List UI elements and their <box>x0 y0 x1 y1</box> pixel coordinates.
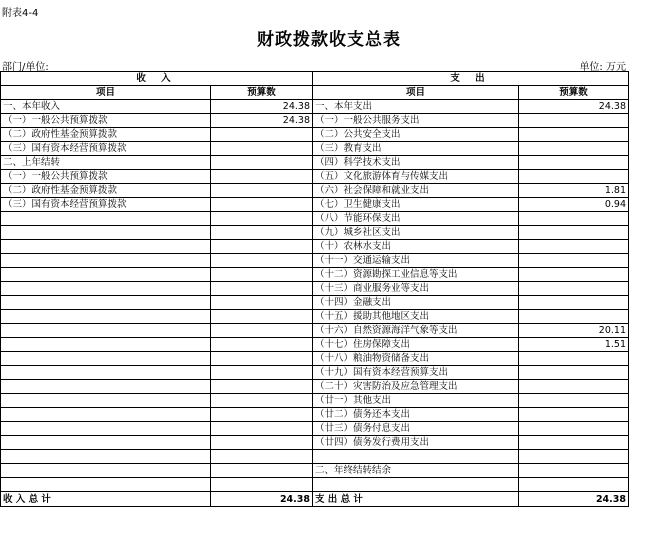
income-value-cell <box>211 296 313 310</box>
expense-value-cell <box>519 450 629 464</box>
expense-value-cell <box>519 142 629 156</box>
expense-item-cell: （四）科学技术支出 <box>313 156 519 170</box>
expense-value-cell <box>519 436 629 450</box>
expense-value-cell <box>519 310 629 324</box>
income-value-cell <box>211 240 313 254</box>
table-row <box>1 156 629 170</box>
expense-item-cell: （廿三）债务付息支出 <box>313 422 519 436</box>
income-item-cell: （二）政府性基金预算拨款 <box>1 184 211 198</box>
income-value-cell <box>211 268 313 282</box>
expense-value-cell <box>519 422 629 436</box>
table-row <box>1 338 629 352</box>
expense-item-cell: （十七）住房保障支出 <box>313 338 519 352</box>
expense-item-cell: （九）城乡社区支出 <box>313 226 519 240</box>
expense-value-cell <box>519 394 629 408</box>
expense-item-cell: （十三）商业服务业等支出 <box>313 282 519 296</box>
income-item-cell <box>1 478 211 492</box>
table-row <box>1 100 629 114</box>
income-value-cell <box>211 352 313 366</box>
section-header-row <box>1 72 629 86</box>
income-item-cell <box>1 450 211 464</box>
income-item-cell <box>1 324 211 338</box>
table-row <box>1 114 629 128</box>
income-value-cell <box>211 226 313 240</box>
table-row <box>1 394 629 408</box>
expense-value-cell <box>519 268 629 282</box>
income-value-cell <box>211 324 313 338</box>
income-budget-header: 预算数 <box>211 86 313 100</box>
expense-value-cell <box>519 212 629 226</box>
expense-value-cell <box>519 282 629 296</box>
expense-value-cell <box>519 226 629 240</box>
expense-item-cell: （十六）自然资源海洋气象等支出 <box>313 324 519 338</box>
table-row <box>1 170 629 184</box>
table-row <box>1 478 629 492</box>
expense-item-cell: 二、年终结转结余 <box>313 464 519 478</box>
expense-item-cell <box>313 450 519 464</box>
income-item-cell: （一）一般公共预算拨款 <box>1 170 211 184</box>
income-value-cell <box>211 310 313 324</box>
table-row <box>1 226 629 240</box>
expense-item-cell: （七）卫生健康支出 <box>313 198 519 212</box>
income-value-cell <box>211 142 313 156</box>
income-total-value: 24.38 <box>211 492 313 507</box>
table-row <box>1 282 629 296</box>
expense-item-cell: （十四）金融支出 <box>313 296 519 310</box>
expense-value-cell <box>519 478 629 492</box>
income-item-cell <box>1 338 211 352</box>
expense-value-cell: 0.94 <box>519 198 629 212</box>
income-value-cell <box>211 254 313 268</box>
unit-label: 单位: 万元 <box>579 62 626 73</box>
expense-item-cell: （十五）援助其他地区支出 <box>313 310 519 324</box>
table-row <box>1 464 629 478</box>
expense-item-cell: （八）节能环保支出 <box>313 212 519 226</box>
income-value-cell: 24.38 <box>211 114 313 128</box>
table-row <box>1 366 629 380</box>
expense-value-cell <box>519 240 629 254</box>
income-item-cell <box>1 254 211 268</box>
expense-item-cell: （廿四）债务发行费用支出 <box>313 436 519 450</box>
table-row <box>1 198 629 212</box>
table-row <box>1 310 629 324</box>
income-value-cell <box>211 184 313 198</box>
expense-item-cell: （十九）国有资本经营预算支出 <box>313 366 519 380</box>
income-value-cell <box>211 380 313 394</box>
income-item-cell <box>1 240 211 254</box>
table-row <box>1 212 629 226</box>
expense-item-cell: （十）农林水支出 <box>313 240 519 254</box>
table-row <box>1 408 629 422</box>
expense-value-cell: 24.38 <box>519 100 629 114</box>
table-row <box>1 380 629 394</box>
expense-value-cell <box>519 170 629 184</box>
income-item-cell: （三）国有资本经营预算拨款 <box>1 142 211 156</box>
table-row <box>1 422 629 436</box>
table-row <box>1 254 629 268</box>
expense-value-cell <box>519 128 629 142</box>
income-item-header: 项目 <box>1 86 211 100</box>
table-row <box>1 268 629 282</box>
expense-value-cell <box>519 114 629 128</box>
expense-item-cell: （廿二）债务还本支出 <box>313 408 519 422</box>
total-row <box>1 492 629 507</box>
expense-item-cell: （十八）粮油物资储备支出 <box>313 352 519 366</box>
income-value-cell <box>211 394 313 408</box>
income-item-cell <box>1 366 211 380</box>
expense-value-cell <box>519 380 629 394</box>
income-item-cell: 一、本年收入 <box>1 100 211 114</box>
income-value-cell <box>211 366 313 380</box>
appendix-note: 附表4-4 <box>2 8 39 19</box>
income-total-label: 收 入 总 计 <box>1 492 211 507</box>
income-item-cell <box>1 212 211 226</box>
table-row <box>1 352 629 366</box>
expense-total-value: 24.38 <box>519 492 629 507</box>
expense-item-cell: （一）一般公共服务支出 <box>313 114 519 128</box>
expense-item-cell: （六）社会保障和就业支出 <box>313 184 519 198</box>
income-item-cell: 二、上年结转 <box>1 156 211 170</box>
table-row <box>1 450 629 464</box>
income-item-cell <box>1 422 211 436</box>
department-label: 部门/单位: <box>2 62 49 73</box>
income-item-cell <box>1 408 211 422</box>
income-item-cell <box>1 310 211 324</box>
expense-item-cell: （五）文化旅游体育与传媒支出 <box>313 170 519 184</box>
expense-section-header: 支 出 <box>313 72 629 86</box>
expense-item-cell: 一、本年支出 <box>313 100 519 114</box>
income-value-cell <box>211 450 313 464</box>
income-value-cell <box>211 170 313 184</box>
expense-item-cell: （二十）灾害防治及应急管理支出 <box>313 380 519 394</box>
expense-value-cell <box>519 254 629 268</box>
income-value-cell <box>211 338 313 352</box>
income-item-cell <box>1 464 211 478</box>
table-row <box>1 324 629 338</box>
column-header-row <box>1 86 629 100</box>
income-item-cell <box>1 436 211 450</box>
expense-budget-header: 预算数 <box>519 86 629 100</box>
table-row <box>1 128 629 142</box>
income-item-cell <box>1 380 211 394</box>
income-item-cell <box>1 352 211 366</box>
income-value-cell <box>211 408 313 422</box>
income-item-cell <box>1 394 211 408</box>
table-row <box>1 142 629 156</box>
income-value-cell <box>211 212 313 226</box>
income-value-cell <box>211 464 313 478</box>
income-value-cell <box>211 156 313 170</box>
income-value-cell <box>211 436 313 450</box>
income-item-cell: （三）国有资本经营预算拨款 <box>1 198 211 212</box>
expense-value-cell: 1.51 <box>519 338 629 352</box>
income-item-cell: （一）一般公共预算拨款 <box>1 114 211 128</box>
income-item-cell <box>1 296 211 310</box>
expense-item-cell: （二）公共安全支出 <box>313 128 519 142</box>
budget-table <box>0 71 629 507</box>
income-value-cell <box>211 422 313 436</box>
expense-value-cell <box>519 464 629 478</box>
income-item-cell <box>1 226 211 240</box>
expense-item-cell: （十一）交通运输支出 <box>313 254 519 268</box>
expense-item-cell <box>313 478 519 492</box>
expense-value-cell: 1.81 <box>519 184 629 198</box>
income-value-cell <box>211 478 313 492</box>
income-value-cell <box>211 282 313 296</box>
income-value-cell: 24.38 <box>211 100 313 114</box>
expense-value-cell <box>519 156 629 170</box>
income-item-cell <box>1 282 211 296</box>
expense-item-cell: （三）教育支出 <box>313 142 519 156</box>
income-item-cell: （二）政府性基金预算拨款 <box>1 128 211 142</box>
income-section-header: 收 入 <box>1 72 313 86</box>
expense-value-cell: 20.11 <box>519 324 629 338</box>
expense-item-header: 项目 <box>313 86 519 100</box>
income-item-cell <box>1 268 211 282</box>
table-row <box>1 436 629 450</box>
page-title: 财政拨款收支总表 <box>257 30 401 50</box>
income-value-cell <box>211 128 313 142</box>
expense-value-cell <box>519 352 629 366</box>
expense-item-cell: （廿一）其他支出 <box>313 394 519 408</box>
expense-item-cell: （十二）资源勘探工业信息等支出 <box>313 268 519 282</box>
expense-total-label: 支 出 总 计 <box>313 492 519 507</box>
income-value-cell <box>211 198 313 212</box>
expense-value-cell <box>519 296 629 310</box>
expense-value-cell <box>519 408 629 422</box>
table-row <box>1 184 629 198</box>
table-row <box>1 296 629 310</box>
table-row <box>1 240 629 254</box>
expense-value-cell <box>519 366 629 380</box>
